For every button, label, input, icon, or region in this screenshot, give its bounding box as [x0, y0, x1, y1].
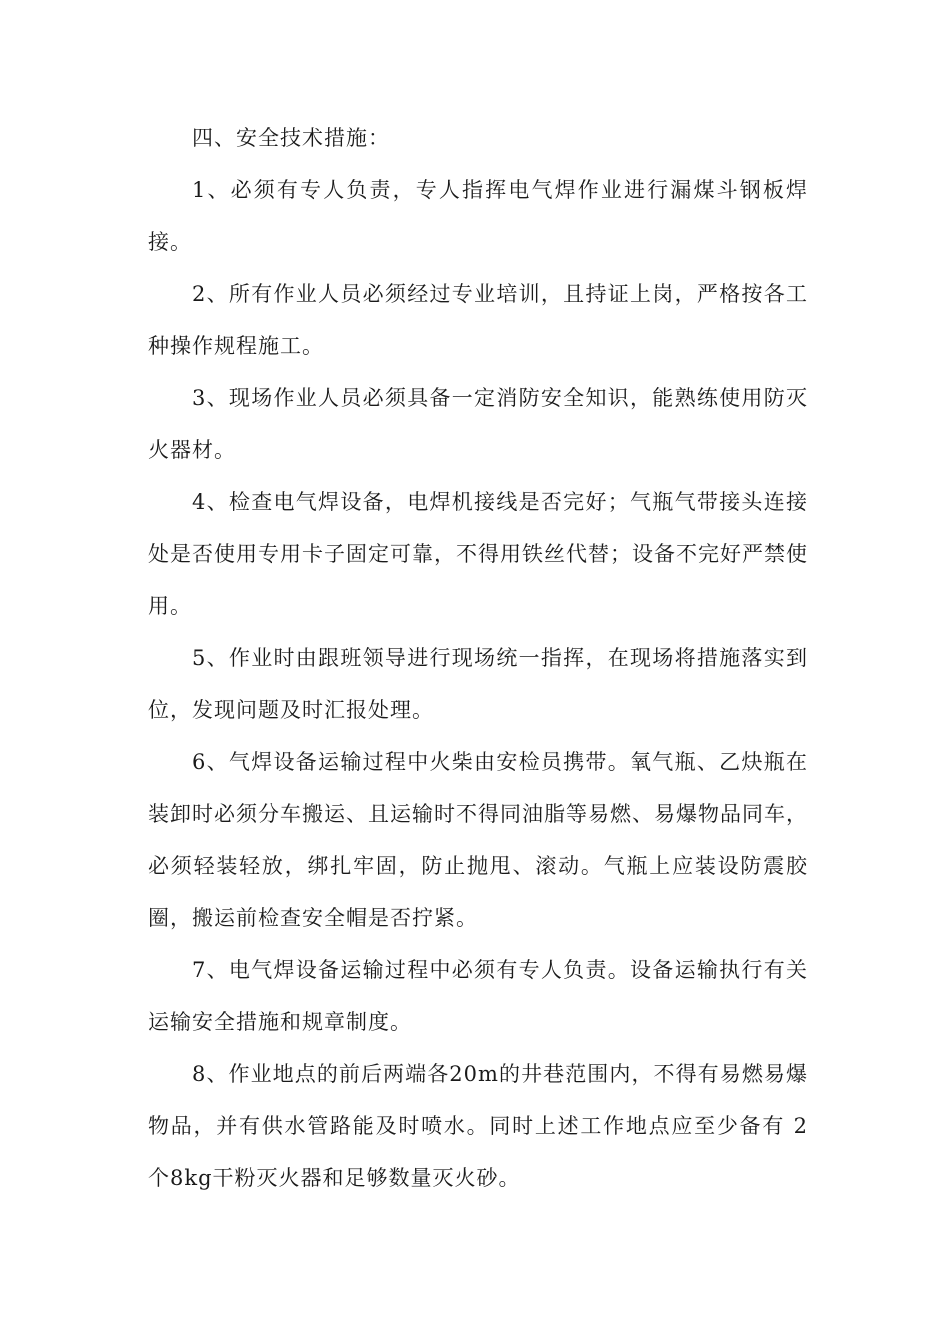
measure-paragraph-4: 4、检查电气焊设备，电焊机接线是否完好；气瓶气带接头连接处是否使用专用卡子固定可靠，不得用铁丝代替；设备不完好严禁使用。 [148, 490, 808, 618]
section-heading: 四、安全技术措施： [192, 126, 390, 150]
measure-paragraph-6: 6、气焊设备运输过程中火柴由安检员携带。氧气瓶、乙炔瓶在装卸时必须分车搬运、且运输时不得同油脂等易燃、易爆物品同车，必须轻装轻放，绑扎牢固，防止抛甩、滚动。气瓶上应装设防震胶圈，搬运前检查安全帽是否拧紧。 [148, 750, 808, 930]
measure-paragraph-3: 3、现场作业人员必须具备一定消防安全知识，能熟练使用防灭火器材。 [148, 386, 808, 462]
measure-paragraph-2: 2、所有作业人员必须经过专业培训，且持证上岗，严格按各工种操作规程施工。 [148, 282, 808, 358]
measure-paragraph-8: 8、作业地点的前后两端各20m的井巷范围内，不得有易燃易爆物品，并有供水管路能及时喷水。同时上述工作地点应至少备有 2个8kg干粉灭火器和足够数量灭火砂。 [148, 1062, 808, 1190]
measure-paragraph-1: 1、必须有专人负责，专人指挥电气焊作业进行漏煤斗钢板焊接。 [148, 178, 808, 254]
measure-paragraph-7: 7、电气焊设备运输过程中必须有专人负责。设备运输执行有关运输安全措施和规章制度。 [148, 958, 808, 1034]
measure-paragraph-5: 5、作业时由跟班领导进行现场统一指挥，在现场将措施落实到位，发现问题及时汇报处理。 [148, 646, 808, 722]
document-body [148, 112, 808, 1204]
